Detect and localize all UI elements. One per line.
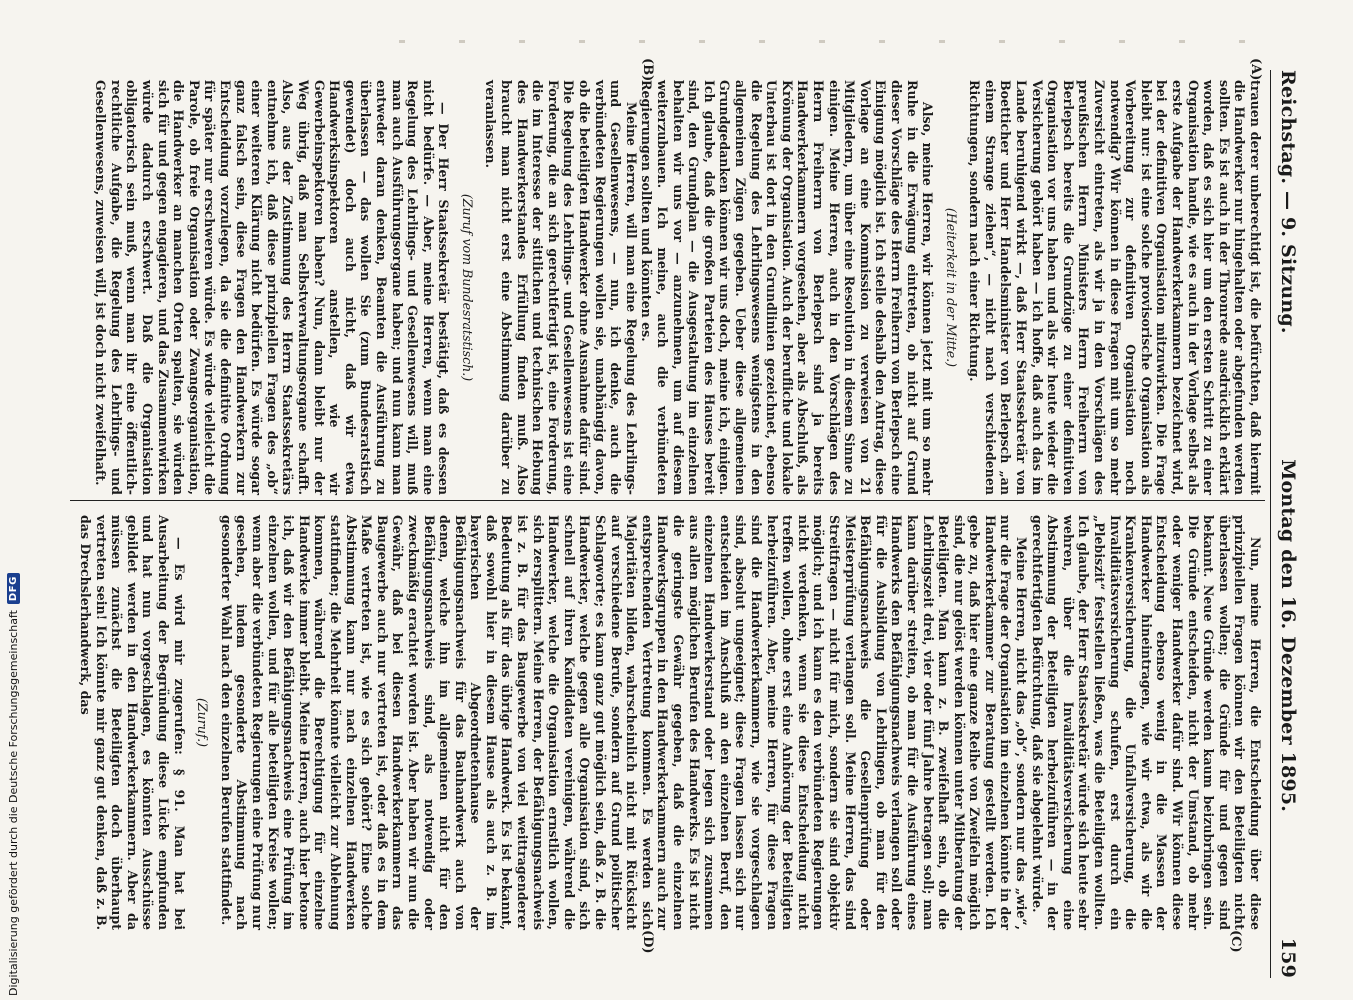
- margin-marker-a: (A): [1248, 58, 1263, 81]
- paragraph: — Der Herr Staatssekretär bestätigt, daß es dessen nicht bedürfe. — Aber, meine Herren, wenn man eine Regelung des Lehrlings- und Gesellenwesens will, muß man auch Ausführungsorgane haben; und nun kann man entweder daran denken, Beamten die Ausführung zu überlassen — das wollen Sie (zum Bundesratstisch gewendet) doch auch nicht, daß wir etwa Handwerksinspektoren anstellen, wie wir Gewerbeinspektoren haben? Nun, dann bleibt nur der Weg übrig, daß man Selbstverwaltungsorgane schafft. Also, aus der Zustimmung des Herrn Staatssekretärs entnehme ich, daß diese prinzipiellen Fragen des „ob“ einer weiteren Klärung nicht bedürfen. Es würde sogar ganz falsch sein, diese Fragen den Handwerkern zur Entscheidung vorzulegen, da sie die definitive Ordnung für später nur erschweren würde. Es würde vielleicht die Parole, ob freie Organisation oder Zwangsorganisation, die Handwerker an manchen Orten spalten, sie würden sich für und gegen engagieren, und das Zusammenwirken würde dadurch erschwert. Daß die Organisation obligatorisch sein muß, wenn man ihr eine öffentlich-rechtliche Aufgabe, die Regelung des Lehrlings- und Gesellenwesens, zuweisen will, ist doch nicht zweifelhaft.: [93, 80, 452, 495]
- page-number: 159: [1277, 937, 1299, 978]
- dfg-logo: DFG: [7, 573, 20, 604]
- digitization-footer: [0, 0, 26, 1000]
- footer-text: Digitalisierung gefördert durch die Deutsche Forschungsgemeinschaft: [6, 610, 20, 996]
- margin-marker-b: (B): [640, 58, 655, 82]
- rotated-page: [65, 0, 1305, 1000]
- left-column: [93, 80, 1263, 495]
- paragraph: trauen derer unberechtigt ist, die befürchten, daß hiermit die Handwerker nur hingehalten oder abgefunden werden sollten. Es ist auch in der Thronrede ausdrücklich erklärt worden, daß es sich hier um den ersten Schritt zu einer Organisation handle, wie es auch in der Vorlage selbst als erste Aufgabe der Handwerkerkammern bezeichnet wird, bei der definitiven Organisation mitzuwirken. Die Frage bleibt nur: ist eine solche provisorische Organisation als Vorbereitung zur definitiven Organisation noch notwendig? Wir können in diese Fragen mit um so mehr Zuversicht eintreten, als wir ja in den Vorschlägen des preußischen Herrn Ministers Herrn Freiherrn von Berlepsch bereits die Grundzüge zu einer definitiven Organisation vor uns haben und als wir heute wieder die Versicherung gehört haben — ich hoffe, daß auch das im Lande beruhigend wirkt —, daß Herr Staatssekretär von Boetticher und Herr Handelsminister von Berlepsch „an einem Strange ziehen“, — nicht nach verschiedenen Richtungen, sondern nach einer Richtung.: [967, 80, 1263, 495]
- right-column: [77, 515, 1263, 930]
- running-head-left: Reichstag. — 9. Sitzung.: [1277, 70, 1299, 334]
- paragraph: Meine Herren, will man eine Regelung des Lehrlings- und Gesellenwesens, — nun, ich denke, auch die verbündeten Regierungen wollen sie, unabhängig davon, ob die beteiligten Handwerker ohne Ausnahme dafür sind. Die Regelung des Lehrlings- und Gesellenwesens ist eine Forderung, die an sich gerechtfertigt ist, eine Forderung, die im Interesse der sittlichen und technischen Hebung des Handwerkerstandes Erfüllung finden muß. Also braucht man nicht erst eine Abstimmung darüber zu veranlassen.: [483, 80, 639, 495]
- running-head-center: Montag den 16. Dezember 1895.: [1277, 459, 1299, 813]
- column-divider: [70, 500, 1265, 501]
- paragraph: Also, meine Herren, wir können jetzt mit um so mehr Ruhe in die Erwägung eintreten, ob nicht auf Grund dieser Vorschläge des Herrn Freiherrn von Berlepsch eine Einigung möglich ist. Ich stelle deshalb den Antrag, diese Vorlage an eine Kommission zu verweisen von 21 Mitgliedern, um über eine Resolution in diesem Sinne zu einigen. Meine Herren, auch in den Vorschlägen des Herrn Freiherrn von Berlepsch sind ja bereits Handwerkerkammern vorgesehen, aber als Abschluß, als Krönung der Organisation. Auch der berufliche und lokale Unterbau ist dort in den Grundlinien gezeichnet, ebenso die Regelung des Lehrlingswesens wenigstens in den allgemeinen Zügen gegeben. Ueber diese allgemeinen Grundgedanken können wir uns doch, meine ich, einigen. Ich glaube, daß die großen Parteien des Hauses bereit sind, den Grundplan — die Ausgestaltung im einzelnen behalten wir uns vor — anzunehmen, um auf diesem weiterzubauen. Ich meine, auch die verbündeten Regierungen sollten und könnten es.: [639, 80, 936, 495]
- margin-marker-d: (D): [640, 930, 655, 954]
- margin-marker-c: (C): [1228, 930, 1243, 953]
- stage-remark: (Zuruf vom Bundesratstisch.): [459, 193, 475, 382]
- paragraph: Meine Herren, nicht das „ob“, sondern nur das „wie“, nur die Frage der Organisation im einzelnen könnte in der Handwerkerkammer zur Beratung gestellt werden. Ich gebe zu, daß hier eine ganze Reihe von Zweifeln möglich sind, die nur gelöst werden können unter Mitberatung der Beteiligten. Man kann z. B. zweifelhaft sein, ob die Lehrlingszeit drei, vier oder fünf Jahre betragen soll; man kann darüber streiten, ob man für die Ausführung eines Handwerks den Befähigungsnachweis verlangen soll oder für die Ausbildung von Lehrlingen, ob man für den Befähigungsnachweis die Gesellenprüfung oder Meisterprüfung verlangen soll. Meine Herren, das sind Streitfragen — nicht für mich, sondern sie sind objektiv möglich; und ich kann es den verbündeten Regierungen nicht verdenken, wenn sie diese Entscheidung nicht treffen wollen, ohne erst eine Anhörung der Beteiligten herbeizuführen. Aber, meine Herren, für diese Fragen sind die Handwerkerkammern, wie sie vorgeschlagen sind, absolut ungeeignet; diese Fragen lassen sich nur entscheiden im Anschluß an den einzelnen Beruf, den einzelnen Handwerkerstand oder legen sich zusammen aus allen möglichen Berufen des Handwerks. Es ist nicht die geringste Gewähr gegeben, daß die einzelnen Handwerksgruppen in den Handwerkerkammern auch zur entsprechenden Vertretung kommen. Es werden sich Majoritäten bilden, wahrscheinlich nicht mit Rücksicht auf verschiedene Berufe, sondern auf Grund politischer Schlagworte; es kann ganz gut möglich sein, daß z. B. die Handwerker, welche gegen alle Organisation sind, sich schnell auf ihren Kandidaten vereinigen, während die Handwerker, welche die Organisation ernstlich wollen, sich zersplittern. Meine Herren, der Befähigungsnachweis ist z. B. für das Baugewerbe von viel weittragenderer Bedeutung als für das übrige Handwerk. Es ist bekannt, daß sowohl hier in diesem Hause als auch z. B. im bayerischen Abgeordnetenhause der Befähigungsnachweis für das Bauhandwerk auch von denen, welche ihn im allgemeinen nicht für den Befähigungsnachweis sind, als notwendig oder zweckmäßig erachtet worden ist. Aber haben wir nun die Gewähr, daß bei diesen Handwerkerkammern das Baugewerbe auch nur vertreten ist, oder daß es in dem Maße vertreten ist, wie es sich gehört? Eine solche Abstimmung kann nur nach einzelnen Handwerken stattfinden; die Mehrheit könnte vielleicht zur Ablehnung kommen, während die Berechtigung für einzelne Handwerke immer bleibt. Meine Herren, auch hier betone ich, daß wir den Befähigungsnachweis eine Prüfung im einzelnen wollen, und für alle beteiligten Kreise wollen; wenn aber die verbündeten Regierungen eine Prüfung nur gesehen, indem gesonderte Abstimmung nach gesonderter Wahl nach den einzelnen Berufen stattfindet.: [218, 515, 1030, 930]
- stage-remark: (Heiterkeit in der Mitte.): [943, 207, 959, 368]
- margin-dots: [345, 40, 1245, 43]
- paragraph: — Es wird mir zugerufen: § 91. Man hat bei Ausarbeitung der Begründung diese Lücke empfunden und hat nun vorgeschlagen, es könnten Ausschüsse gebildet werden in den Handwerkerkammern. Aber da müssen zunächst die Beteiligten doch überhaupt vertreten sein! Ich könnte mir ganz gut denken, daß z. B. das Drechslerhandwerk, das: [78, 515, 187, 930]
- header-rule: [1270, 70, 1271, 978]
- stage-remark: (Zuruf.): [195, 697, 211, 748]
- running-head: [1275, 70, 1301, 978]
- paragraph: Nun, meine Herren, die Entscheidung über diese prinzipiellen Fragen können wir den Beteiligten nicht überlassen wollen; die Gründe für und gegen sind bekannt. Neue Gründe werden kaum beizubringen sein. Die Gründe entscheiden, nicht der Umstand, ob mehr oder weniger Handwerker dafür sind. Wir können diese Entscheidung ebenso wenig in die Massen der Handwerker hineintragen, wie wir etwa, als wir die Krankenversicherung, die Unfallversicherung, die Invaliditätsversicherung schufen, erst durch ein „Plebiszit“ feststellen ließen, was die Beteiligten wollten. Ich glaube, der Herr Staatssekretär würde sich heute sehr wehren, über die Invaliditätsversicherung eine Abstimmung der Beteiligten herbeizuführen — in der gerechtfertigten Befürchtung, daß sie abgelehnt würde.: [1029, 515, 1263, 930]
